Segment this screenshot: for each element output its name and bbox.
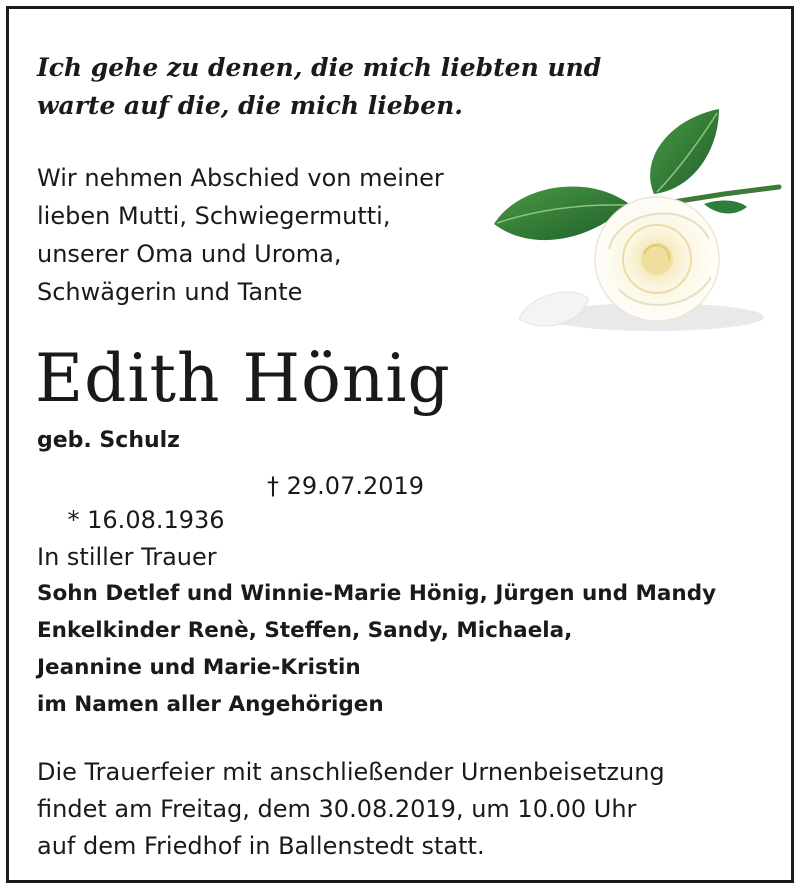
ceremony-line: Die Trauerfeier mit anschließender Urnenbeisetzung bbox=[37, 758, 665, 786]
mourner-line: Enkelkinder Renè, Steffen, Sandy, Michaela, bbox=[37, 618, 573, 643]
ceremony-line: findet am Freitag, dem 30.08.2019, um 10.00 Uhr bbox=[37, 795, 637, 823]
motto-line: warte auf die, die mich lieben. bbox=[37, 91, 463, 120]
mourner-line: Sohn Detlef und Winnie-Marie Hönig, Jürgen und Mandy bbox=[37, 581, 717, 606]
birth-date: * 16.08.1936 bbox=[67, 506, 225, 534]
death-date: † 29.07.2019 bbox=[267, 472, 425, 500]
white-rose-icon bbox=[479, 99, 789, 349]
farewell-intro bbox=[37, 159, 444, 311]
mourners-list bbox=[37, 575, 716, 723]
intro-line: lieben Mutti, Schwiegermutti, bbox=[37, 202, 391, 230]
funeral-details bbox=[37, 754, 665, 865]
mourning-label: In stiller Trauer bbox=[37, 543, 217, 571]
deceased-name: Edith Hönig bbox=[35, 340, 451, 417]
intro-line: Wir nehmen Abschied von meiner bbox=[37, 164, 444, 192]
intro-line: Schwägerin und Tante bbox=[37, 278, 303, 306]
mourner-line: im Namen aller Angehörigen bbox=[37, 692, 384, 717]
intro-line: unserer Oma und Uroma, bbox=[37, 240, 342, 268]
ceremony-line: auf dem Friedhof in Ballenstedt statt. bbox=[37, 832, 485, 860]
motto-line: Ich gehe zu denen, die mich liebten und bbox=[37, 53, 602, 82]
obituary-frame bbox=[6, 6, 794, 883]
mourner-line: Jeannine und Marie-Kristin bbox=[37, 655, 361, 680]
maiden-name: geb. Schulz bbox=[37, 428, 180, 453]
